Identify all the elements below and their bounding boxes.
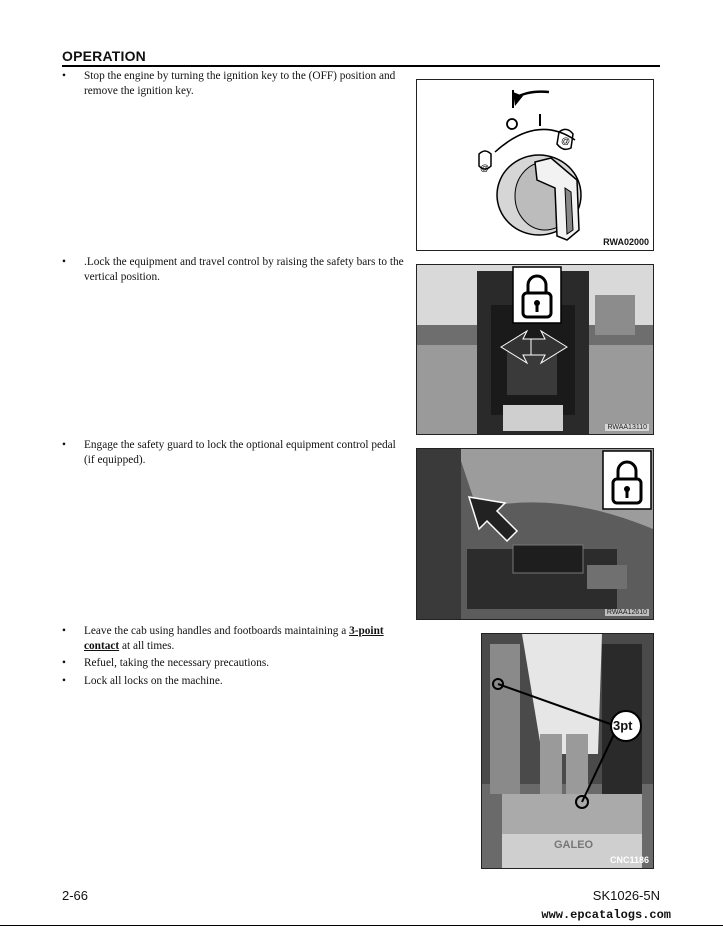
step-text: Engage the safety guard to lock the optional equipment control pedal (if equipped).: [84, 439, 396, 466]
ignition-key-icon: [417, 80, 653, 250]
bullet: •: [62, 439, 66, 451]
list-item: [62, 438, 407, 467]
bottom-rule: [0, 925, 723, 926]
document-code: SK1026-5N: [592, 888, 660, 903]
step-stop-engine: [62, 69, 407, 98]
step-text: Refuel, taking the necessary precautions.: [84, 657, 270, 669]
figure-label: RWAA12610: [606, 609, 647, 616]
list-item: [62, 69, 407, 98]
figure-label: RWAA13110: [607, 424, 647, 431]
figure-pedal-guard: [416, 448, 654, 620]
three-point-contact-emphasis: 3-point contact: [84, 625, 384, 652]
bullet: •: [62, 674, 66, 687]
page-number: 2-66: [62, 888, 89, 903]
section-title: OPERATION: [62, 48, 660, 67]
figure-label: CNC1186: [609, 855, 649, 865]
figure-ignition-key: [416, 79, 654, 251]
figure-label: RWA02000: [603, 237, 649, 247]
svg-text:@: @: [480, 163, 490, 173]
bullet: •: [62, 657, 66, 669]
step-text: Stop the engine by turning the ignition key to the (OFF) position and remove the ignition key.: [84, 70, 396, 97]
bullet: •: [62, 70, 66, 82]
list-item: [62, 674, 407, 689]
figure-cab-exit: [481, 633, 654, 869]
padlock-icon: [607, 457, 647, 507]
watermark-url: www.epcatalogs.com: [541, 908, 671, 922]
step-safety-guard: [62, 438, 407, 467]
list-item: [62, 255, 407, 284]
figure-safety-bars: [416, 264, 654, 435]
step-text: .Lock the equipment and travel control by raising the safety bars to the vertical position.: [84, 256, 404, 283]
step-text: Leave the cab using handles and footboards maintaining a 3-point contact at all times.: [84, 625, 384, 652]
step-leave-cab: [62, 624, 407, 688]
svg-text:@: @: [561, 136, 571, 146]
step-text: Lock all locks on the machine.: [84, 674, 223, 687]
list-item: [62, 624, 407, 653]
three-point-badge: 3pt: [613, 718, 633, 733]
bullet: •: [62, 256, 66, 268]
list-item: [62, 656, 407, 671]
padlock-icon: [517, 271, 557, 321]
cab-exit-photo: [482, 634, 653, 868]
bullet: •: [62, 625, 66, 637]
step-lock-controls: [62, 255, 407, 284]
brand-logo: GALEO: [554, 839, 594, 851]
